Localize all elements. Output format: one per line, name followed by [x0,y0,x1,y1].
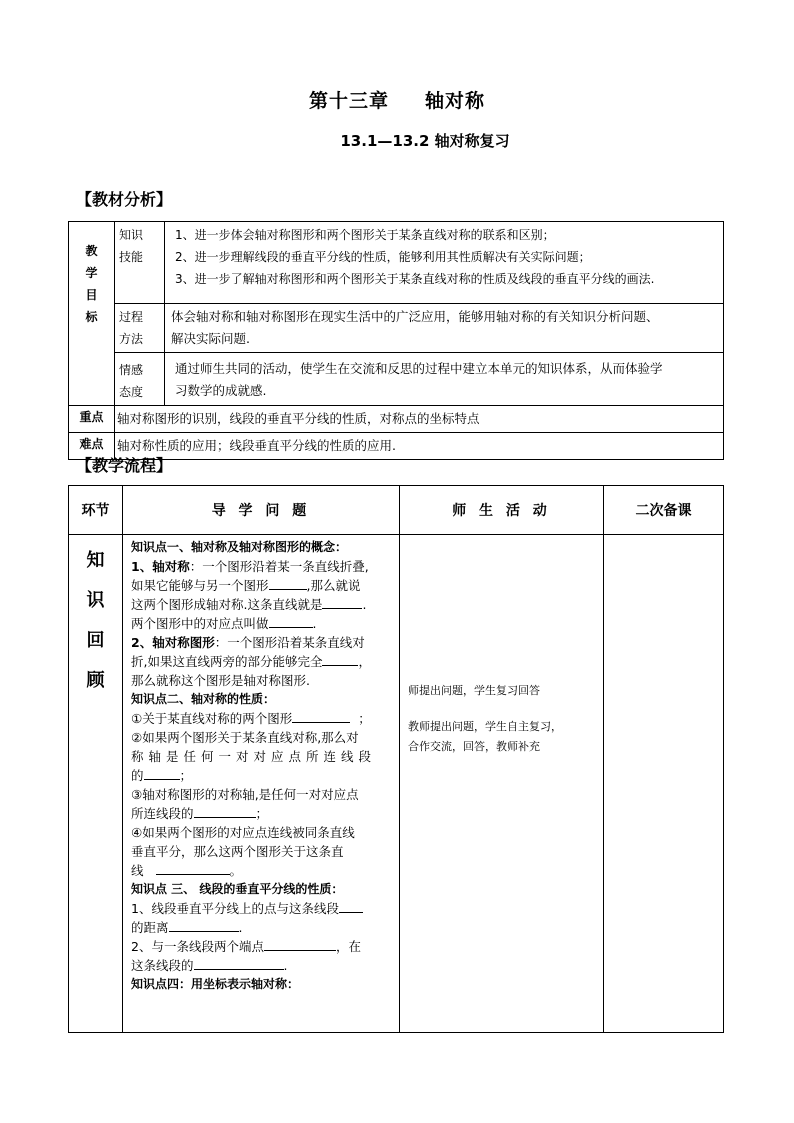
blank[interactable] [144,766,180,780]
header-guide-questions: 导 学 问 题 [123,486,400,535]
chapter-name: 轴对称 [425,90,486,112]
section-analysis-heading: 【教材分析】 [76,190,173,209]
activities-content [400,535,604,1033]
knowledge-skill-text: 1、进一步体会轴对称图形和两个图形关于某条直线对称的联系和区别； 2、进一步理解线段的垂直平分线的性质，能够利用其性质解决有关实际问题； 3、进一步了解轴对称图形和两个图形关于某条直线对称的性质及线段的垂直平分线的画法. [165,222,724,304]
chapter-title [0,86,794,113]
blank[interactable] [269,614,313,628]
goal-label: 教 学 目 标 [69,222,115,406]
key-point-label: 重点 [69,406,115,433]
difficult-point-label: 难点 [69,433,115,460]
difficult-point-text: 轴对称性质的应用；线段垂直平分线的性质的应用. [115,433,724,460]
label-process-method: 过程 方法 [115,304,165,353]
blank[interactable] [322,652,358,666]
guide-questions-content: 知识点一、轴对称及轴对称图形的概念： 1、轴对称：一个图形沿着某一条直线折叠, 如果它能够与另一个图形 ,那么就说 这两个图形成轴对称.这条直线就是 . 两个图形中的对应点叫做 . 2、轴对称图形：一个图形沿着某条直线对 折,如果这直线两旁的部分能够完全 ， 那么就称这个图形是轴对称图形. 知识点二、轴对称的性质： ①关于某直线对称的两个图形 ； ②如果两个图形关于某条直线对称,那么对 称轴是任何一对对应点所连线段 的 ； ③轴对称图形的对称轴,是任何一对对应点 所连线段的 ； ④如果两个图形的对应点连线被同条直线 垂直平分，那么这两个图形关于这条直 线 。 知识点 三、 线段的垂直平分线的性质： 1、线段垂直平分线上的点与这条线段 的距离 . 2、与一条线段两个端点 ，在 这条线段的 . 知识点四：用坐标表示轴对称： [123,535,400,1033]
blank[interactable] [194,804,256,818]
emotion-attitude-text: 通过师生共同的活动，使学生在交流和反思的过程中建立本单元的知识体系，从而体验学 习数学的成就感. [165,353,724,406]
section-flow-heading: 【教学流程】 [76,456,173,475]
header-stage: 环节 [69,486,123,535]
header-second-prep: 二次备课 [604,486,724,535]
blank[interactable] [269,576,307,590]
knowledge-point-3-title: 知识点 三、 线段的垂直平分线的性质： [131,882,344,896]
activity-line: 合作交流，回答，教师补充 [408,740,540,753]
blank[interactable] [339,899,363,913]
label-emotion-attitude: 情感 态度 [115,353,165,406]
blank[interactable] [292,709,350,723]
blank[interactable] [169,918,239,932]
label-knowledge-skill: 知识 技能 [115,222,165,304]
activity-line: 师提出问题，学生复习回答 [408,684,540,697]
knowledge-point-2-title: 知识点二、轴对称的性质： [131,692,276,706]
second-prep-content[interactable] [604,535,724,1033]
activity-line: 教师提出问题，学生自主复习， [408,720,562,733]
knowledge-point-1-title: 知识点一、轴对称及轴对称图形的概念： [131,540,348,554]
blank[interactable] [264,937,336,951]
analysis-table [68,221,724,460]
blank[interactable] [322,595,362,609]
blank[interactable] [156,861,230,875]
stage-knowledge-review: 知 识 回 顾 [69,535,123,1033]
flow-table [68,485,724,1033]
key-point-text: 轴对称图形的识别，线段的垂直平分线的性质，对称点的坐标特点 [115,406,724,433]
header-activities: 师 生 活 动 [400,486,604,535]
lesson-subtitle: 13.1—13.2 轴对称复习 [340,132,510,150]
blank[interactable] [194,956,284,970]
knowledge-point-4-title: 知识点四：用坐标表示轴对称： [131,977,300,991]
process-method-text: 体会轴对称和轴对称图形在现实生活中的广泛应用，能够用轴对称的有关知识分析问题、 解决实际问题. [165,304,724,353]
chapter-number: 第十三章 [308,90,389,112]
